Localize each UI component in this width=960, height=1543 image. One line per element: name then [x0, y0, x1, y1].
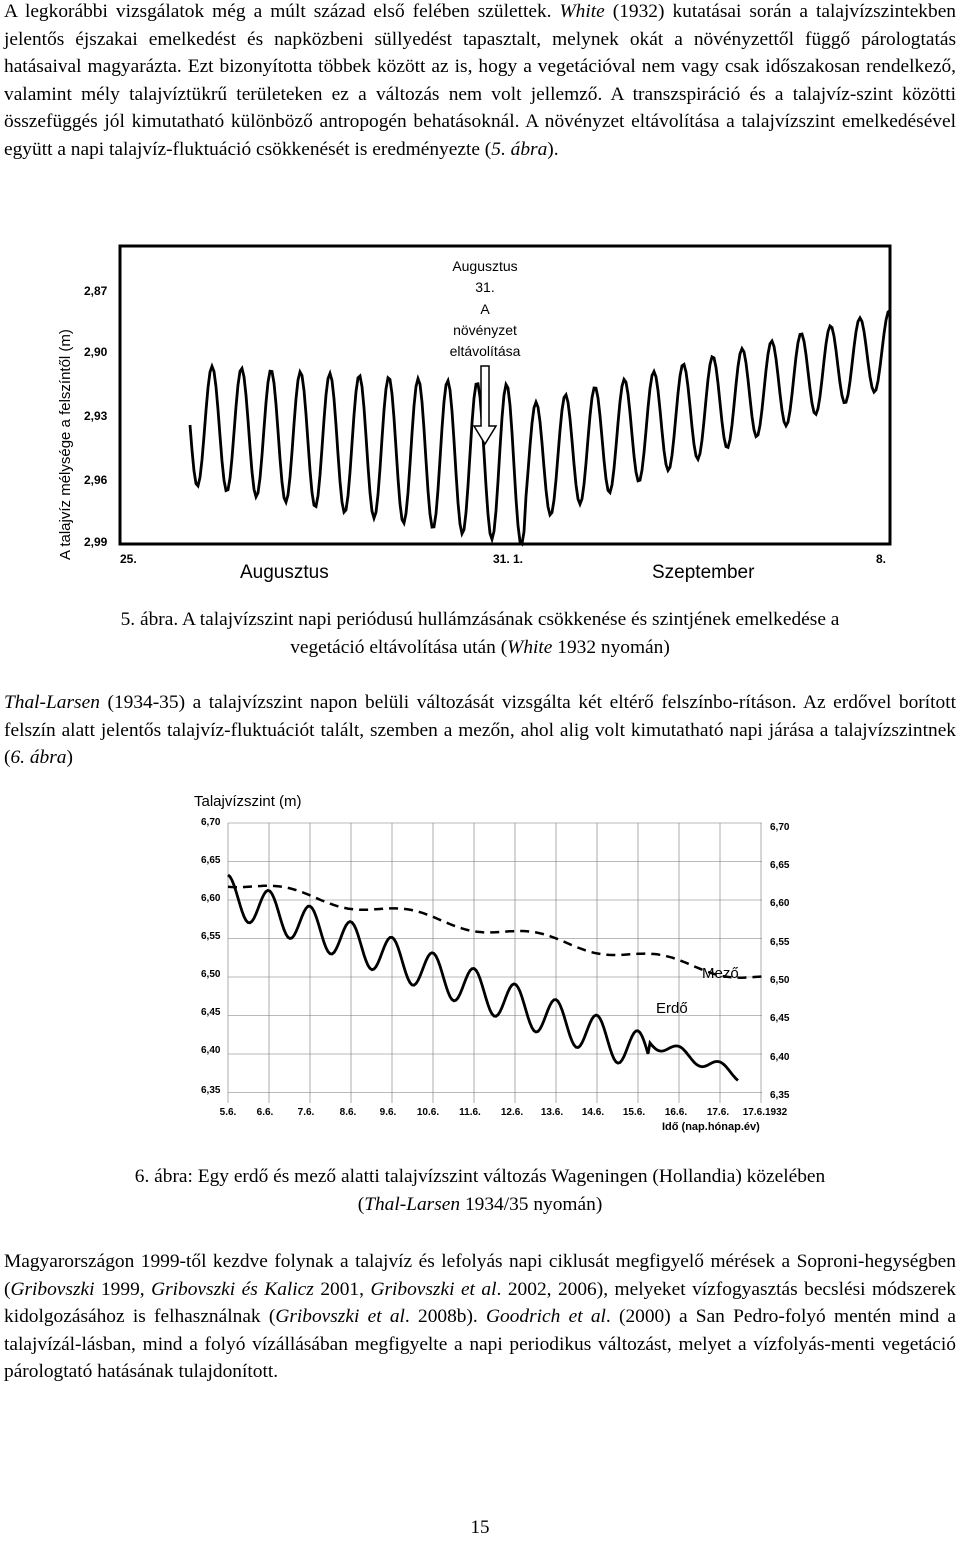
- author-ref: Gribovszki: [10, 1278, 95, 1300]
- y-tick: 2,96: [84, 473, 108, 487]
- caption-text: 1934/35 nyomán): [460, 1194, 603, 1215]
- figure-ref: 6. ábra: [10, 747, 67, 768]
- y-axis-label: A talajvíz mélysége a felszíntől (m): [57, 329, 74, 560]
- text: A legkorábbi vizsgálatok még a múlt század első felében születtek.: [4, 1, 560, 22]
- author-white: White: [559, 1, 605, 22]
- text: ).: [547, 138, 559, 160]
- caption-text: vegetáció eltávolítása után (: [290, 637, 508, 658]
- x-tick: 6.6.: [256, 1107, 274, 1118]
- annotation-line: Augusztus: [452, 258, 518, 274]
- x-tick: 17.6.1932: [742, 1107, 788, 1118]
- author-thal-larsen: Thal-Larsen: [4, 692, 100, 713]
- x-tick: 13.6.: [540, 1107, 564, 1118]
- text: 2001,: [313, 1278, 371, 1300]
- x-month-august: Augusztus: [240, 562, 329, 583]
- x-tick: 7.6.: [297, 1107, 315, 1118]
- y-tick: 6,70: [201, 817, 221, 828]
- annotation: [450, 258, 521, 359]
- x-month-september: Szeptember: [652, 562, 755, 583]
- text: 1999,: [94, 1278, 152, 1300]
- author-ref: Gribovszki et al: [275, 1306, 405, 1327]
- x-tick: 9.6.: [379, 1107, 397, 1118]
- y-ticks-right: [770, 822, 790, 1101]
- x-tick: 11.6.: [459, 1107, 481, 1118]
- text: Magyarországon 1999-től kezdve folynak a talajvíz és lefolyás napi ciklusát megfigyelő mérések a Soproni-hegységben (: [4, 1251, 956, 1300]
- y-tick: 2,90: [84, 345, 108, 359]
- x-tick: 12.6.: [500, 1107, 524, 1118]
- x-tick: 14.6.: [581, 1107, 605, 1118]
- author-thal-larsen: Thal-Larsen: [364, 1194, 461, 1215]
- figure-6-chart: [190, 790, 810, 1140]
- paragraph-gribovszki: [4, 1248, 956, 1386]
- y-tick: 6,50: [770, 975, 790, 986]
- annotation-line: eltávolítása: [449, 343, 521, 359]
- y-tick: 2,99: [84, 535, 108, 549]
- y-tick: 6,60: [201, 893, 221, 904]
- y-tick: 2,93: [84, 409, 108, 423]
- y-tick: 6,65: [201, 855, 221, 866]
- y-tick: 6,65: [770, 860, 790, 871]
- caption-text: 1932 nyomán): [552, 637, 670, 658]
- page-number: 15: [470, 1517, 490, 1538]
- chart-title: Talajvízszint (m): [194, 793, 302, 810]
- x-ticks: [120, 552, 886, 566]
- y-tick: 6,60: [770, 898, 790, 909]
- text: (1932) kutatásai során a talajvízszintekben jelentős éjszakai emelkedést és napközbeni süllyedést tapasztalt, melynek okát a növényzettől függő párologtatás hatásaival magyarázta. Ezt bizonyította többek között az is, hogy a vegetációval nem vagy csak időszakosan rendelkező, valamint mély talajvíztükrű területeken ez a változás nem volt jellemző. A transzspiráció és a talajvíz-szint közötti összefüggés jól kimutatható különböző antropogén behatásoknál. A növényzet eltávolítása a talajvízszint emelkedésével együtt a napi talajvíz-fluktuáció csökkenését is eredményezte (: [4, 1, 956, 160]
- mezo-dashed-curve: [228, 886, 762, 978]
- x-tick: 10.6.: [416, 1107, 440, 1118]
- text: (1934-35) a talajvízszint napon belüli változását vizsgálta két eltérő felszínbo-rításon. Az erdővel borított felszín alatt jelentős talajvíz-fluktuációt talált, szemben a mezőn, ahol alig volt kimutatható napi járása a talajvízszintnek (: [4, 692, 956, 768]
- caption-line: 6. ábra: Egy erdő és mező alatti talajvízszint változás Wageningen (Hollandia) közelében: [134, 1166, 826, 1187]
- y-ticks: [84, 284, 108, 549]
- author-ref: Gribovszki és Kalicz: [151, 1278, 314, 1300]
- text: . 2002, 2006), melyeket vízfogyasztás becslési módszerek kidolgozásához is felhasználnak (: [4, 1278, 956, 1327]
- author-white: White: [507, 637, 553, 658]
- y-tick: 6,70: [770, 822, 790, 833]
- paragraph-white-1932: [4, 0, 956, 163]
- y-tick: 6,35: [770, 1090, 790, 1101]
- y-ticks-left: [201, 817, 221, 1096]
- grid: [228, 823, 762, 1103]
- x-tick: 8.: [876, 552, 887, 566]
- y-tick: 6,50: [201, 969, 221, 980]
- y-tick: 2,87: [84, 284, 108, 298]
- annotation-line: növényzet: [453, 322, 517, 338]
- caption-text: (: [357, 1194, 365, 1215]
- y-tick: 6,35: [201, 1085, 221, 1096]
- figure-ref: 5. ábra: [491, 138, 548, 160]
- x-tick: 17.6.: [706, 1107, 730, 1118]
- figure-5-caption: [0, 606, 960, 662]
- x-tick: 16.6.: [664, 1107, 688, 1118]
- figure-6-caption: [0, 1163, 960, 1219]
- y-tick: 6,55: [770, 937, 790, 948]
- annotation-line: A: [480, 301, 490, 317]
- label-mezo: Mező: [702, 965, 739, 982]
- label-erdo: Erdő: [656, 1000, 688, 1017]
- author-ref: Goodrich et al: [486, 1306, 606, 1327]
- x-tick: 5.6.: [219, 1107, 237, 1118]
- x-tick: 25.: [120, 552, 137, 566]
- annotation-line: 31.: [475, 279, 495, 295]
- paragraph-thal-larsen: [4, 689, 956, 772]
- text: . (2000) a San Pedro-folyó mentén mind a talajvízál-lásban, mind a folyó vízállásában megfigyelte a napi periodikus változást, melyet a vízfolyás-menti vegetáció párologtató hatásának tulajdonított.: [4, 1306, 957, 1382]
- x-ticks: [220, 1107, 788, 1118]
- groundwater-curve: [190, 311, 890, 544]
- x-tick: 15.6.: [622, 1107, 646, 1118]
- text: ): [66, 747, 73, 768]
- down-arrow-icon: [474, 366, 496, 444]
- y-tick: 6,40: [201, 1045, 221, 1056]
- erdo-solid-curve: [228, 875, 738, 1080]
- y-tick: 6,45: [770, 1013, 790, 1024]
- author-ref: Gribovszki et al: [370, 1278, 497, 1300]
- y-tick: 6,55: [201, 931, 221, 942]
- x-tick: 31. 1.: [492, 552, 524, 566]
- figure-5-chart: [40, 240, 920, 590]
- y-tick: 6,40: [770, 1052, 790, 1063]
- text: . 2008b).: [404, 1306, 487, 1327]
- y-tick: 6,45: [201, 1007, 221, 1018]
- caption-line: 5. ábra. A talajvízszint napi periódusú hullámzásának csökkenése és szintjének emelkedése a: [120, 609, 840, 630]
- x-axis-label: Idő (nap.hónap.év): [662, 1121, 760, 1133]
- x-tick: 8.6.: [339, 1107, 357, 1118]
